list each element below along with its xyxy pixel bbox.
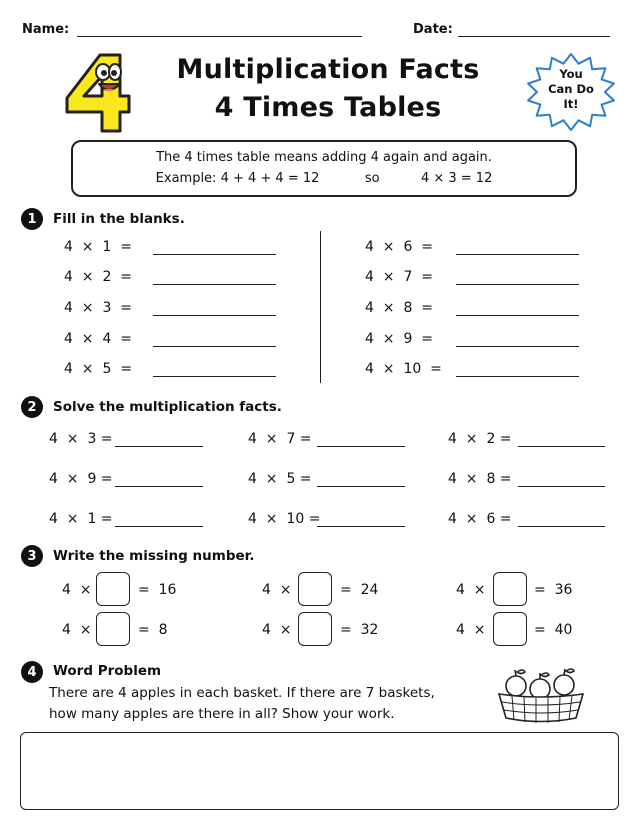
equation-prefix: 4 ×	[262, 622, 292, 638]
intro-example: Example: 4 + 4 + 4 = 12	[155, 171, 320, 186]
cartoon-four-icon	[62, 52, 132, 134]
word-problem-line-1: There are 4 apples in each basket. If there are 7 baskets,	[49, 685, 435, 701]
missing-number-box[interactable]	[298, 572, 332, 606]
intro-line-2	[73, 171, 575, 186]
missing-number-box[interactable]	[493, 572, 527, 606]
answer-blank[interactable]	[115, 486, 203, 487]
equation-text: 4 × 10 =	[365, 361, 442, 377]
answer-blank[interactable]	[153, 315, 276, 316]
equation-text: 4 × 7 =	[248, 431, 312, 447]
answer-blank[interactable]	[153, 346, 276, 347]
intro-result: 4 × 3 = 12	[420, 171, 493, 186]
answer-blank[interactable]	[456, 284, 579, 285]
badge-text	[533, 67, 609, 112]
answer-blank[interactable]	[153, 376, 276, 377]
answer-blank[interactable]	[317, 446, 405, 447]
intro-box	[71, 140, 577, 197]
answer-blank[interactable]	[153, 284, 276, 285]
equation-prefix: 4 ×	[456, 582, 486, 598]
equation-result: = 8	[138, 622, 168, 638]
section-1-number: 1	[21, 208, 43, 230]
answer-blank[interactable]	[518, 446, 605, 447]
date-label: Date:	[413, 22, 453, 37]
section-2-title: Solve the multiplication facts.	[53, 399, 282, 415]
equation-text: 4 × 6 =	[448, 511, 512, 527]
equation-text: 4 × 6 =	[365, 239, 433, 255]
equation-text: 4 × 3 =	[49, 431, 113, 447]
missing-number-box[interactable]	[96, 612, 130, 646]
date-field[interactable]	[458, 36, 610, 37]
word-problem-line-2: how many apples are there in all? Show your work.	[49, 706, 395, 722]
page-title	[128, 51, 528, 127]
equation-text: 4 × 4 =	[64, 331, 132, 347]
equation-result: = 16	[138, 582, 177, 598]
equation-prefix: 4 ×	[62, 622, 92, 638]
apple-basket-icon	[494, 664, 588, 726]
missing-number-box[interactable]	[96, 572, 130, 606]
badge-line-2: Can Do	[548, 82, 594, 96]
answer-blank[interactable]	[518, 526, 605, 527]
answer-blank[interactable]	[518, 486, 605, 487]
column-divider	[320, 231, 321, 383]
answer-blank[interactable]	[115, 446, 203, 447]
equation-text: 4 × 7 =	[365, 269, 433, 285]
badge-line-3: It!	[563, 97, 579, 111]
section-4-number: 4	[21, 661, 43, 683]
missing-number-box[interactable]	[298, 612, 332, 646]
section-3-number: 3	[21, 545, 43, 567]
equation-prefix: 4 ×	[262, 582, 292, 598]
name-label: Name:	[22, 22, 70, 37]
section-1-title: Fill in the blanks.	[53, 211, 185, 227]
name-field[interactable]	[77, 36, 362, 37]
equation-text: 4 × 2 =	[448, 431, 512, 447]
section-4-title: Word Problem	[53, 663, 162, 679]
intro-line-1: The 4 times table means adding 4 again and again.	[156, 150, 492, 165]
answer-blank[interactable]	[456, 346, 579, 347]
equation-text: 4 × 5 =	[64, 361, 132, 377]
title-line-1: Multiplication Facts	[176, 54, 480, 85]
equation-result: = 32	[340, 622, 379, 638]
intro-so: so	[364, 171, 380, 186]
work-area-box[interactable]	[20, 732, 619, 810]
equation-text: 4 × 9 =	[365, 331, 433, 347]
section-3-title: Write the missing number.	[53, 548, 255, 564]
answer-blank[interactable]	[153, 254, 276, 255]
equation-prefix: 4 ×	[62, 582, 92, 598]
answer-blank[interactable]	[456, 254, 579, 255]
equation-text: 4 × 1 =	[64, 239, 132, 255]
equation-result: = 40	[534, 622, 573, 638]
word-problem-text	[49, 683, 435, 725]
equation-text: 4 × 1 =	[49, 511, 113, 527]
title-line-2: 4 Times Tables	[214, 92, 442, 123]
answer-blank[interactable]	[456, 315, 579, 316]
answer-blank[interactable]	[456, 376, 579, 377]
equation-text: 4 × 9 =	[49, 471, 113, 487]
equation-text: 4 × 3 =	[64, 300, 132, 316]
section-2-number: 2	[21, 396, 43, 418]
equation-text: 4 × 2 =	[64, 269, 132, 285]
equation-text: 4 × 8 =	[448, 471, 512, 487]
answer-blank[interactable]	[317, 526, 405, 527]
answer-blank[interactable]	[115, 526, 203, 527]
missing-number-box[interactable]	[493, 612, 527, 646]
equation-text: 4 × 8 =	[365, 300, 433, 316]
equation-prefix: 4 ×	[456, 622, 486, 638]
equation-result: = 24	[340, 582, 379, 598]
badge-line-1: You	[559, 67, 583, 81]
equation-text: 4 × 5 =	[248, 471, 312, 487]
equation-text: 4 × 10 =	[248, 511, 321, 527]
answer-blank[interactable]	[317, 486, 405, 487]
equation-result: = 36	[534, 582, 573, 598]
